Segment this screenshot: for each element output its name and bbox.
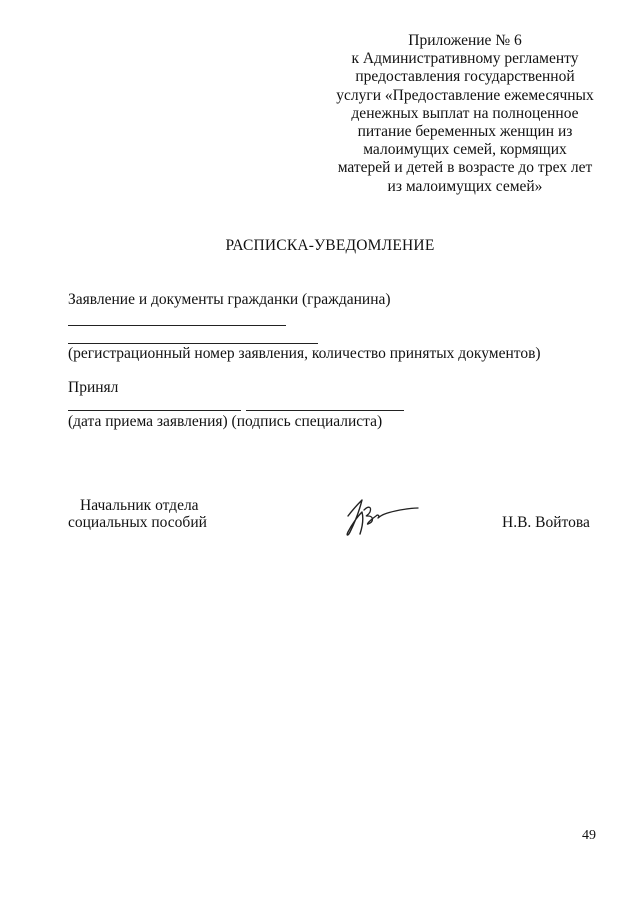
appendix-header: [332, 32, 598, 196]
registration-caption: (регистрационный номер заявления, количество принятых документов): [68, 345, 541, 362]
appendix-line: денежных выплат на полноценное: [351, 104, 579, 122]
signatory-position-line1: Начальник отдела: [80, 497, 199, 514]
appendix-line: матерей и детей в возрасте до трех лет: [337, 159, 593, 177]
signatory-position-line2: социальных пособий: [68, 514, 207, 531]
document-title-text: РАСПИСКА-УВЕДОМЛЕНИЕ: [225, 237, 435, 254]
handwritten-signature: [340, 494, 420, 540]
document-title: [0, 237, 640, 255]
appendix-line: Приложение № 6: [408, 32, 522, 49]
appendix-line: услуги «Предоставление ежемесячных: [336, 86, 594, 104]
signature-blank-line: [246, 410, 404, 411]
documents-label: Заявление и документы гражданки (гражданина): [68, 291, 391, 308]
date-signature-caption: (дата приема заявления) (подпись специалиста): [68, 413, 383, 430]
date-blank-line: [68, 410, 241, 411]
page-number: 49: [582, 828, 596, 843]
appendix-line: к Административному регламенту: [351, 50, 579, 68]
blank-line: [68, 325, 286, 326]
appendix-line: предоставления государственной: [355, 68, 575, 86]
blank-line: [68, 343, 318, 344]
appendix-line: малоимущих семей, кормящих: [363, 141, 567, 159]
appendix-line: из малоимущих семей»: [387, 177, 543, 195]
accepted-label: Принял: [68, 379, 119, 396]
signatory-name: Н.В. Войтова: [502, 514, 590, 531]
appendix-line: питание беременных женщин из: [357, 123, 573, 141]
